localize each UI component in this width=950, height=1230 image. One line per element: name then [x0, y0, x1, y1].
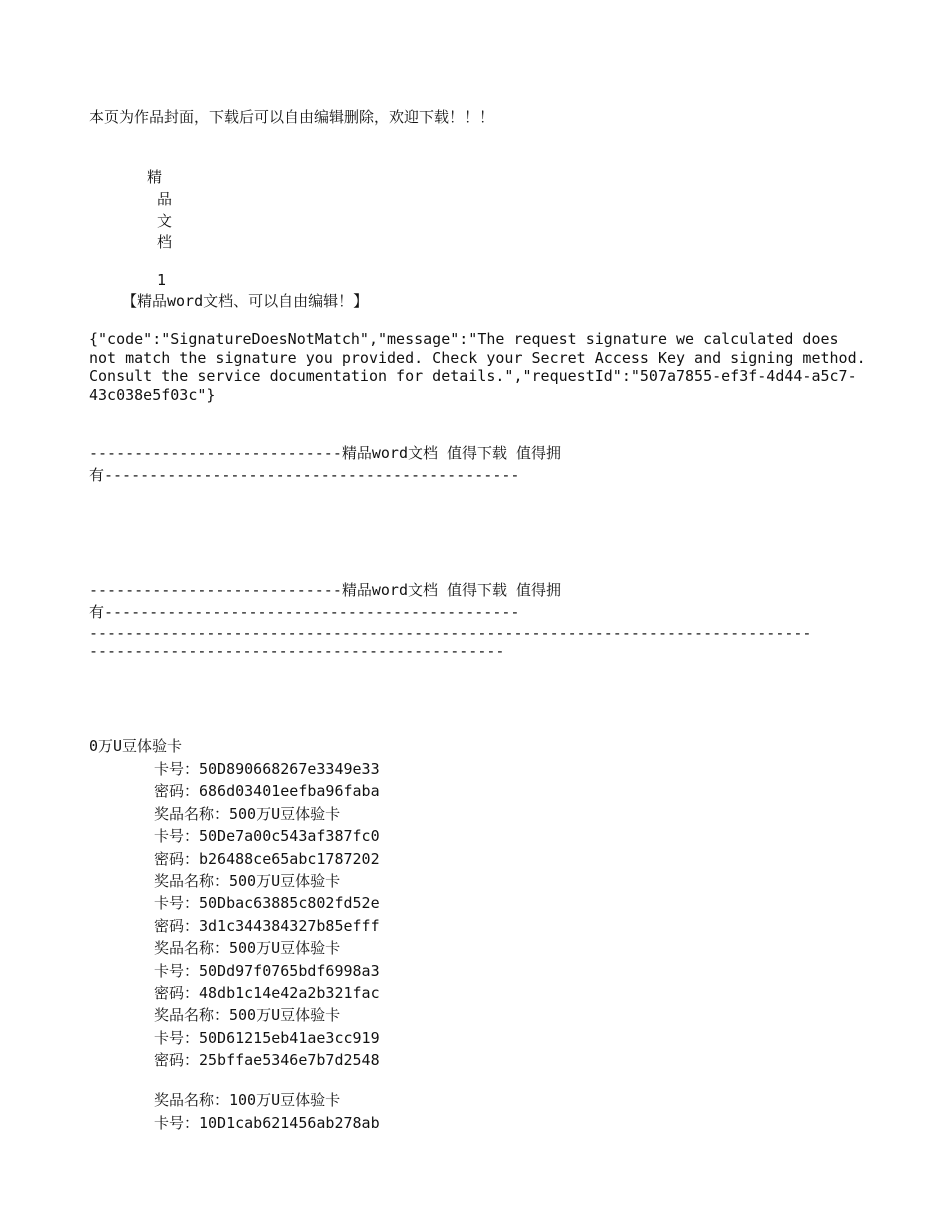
list-item: 奖品名称：100万U豆体验卡 [154, 1091, 341, 1110]
list-heading: 0万U豆体验卡 [89, 737, 183, 755]
page-number: 1 [157, 271, 167, 289]
divider-line: ---------------------------------------------- [89, 642, 505, 660]
title-char: 品 [157, 190, 173, 208]
banner-line: 有---------------------------------------------- [89, 466, 520, 484]
banner-line: ----------------------------精品word文档 值得下载 值得拥 [89, 581, 562, 599]
banner-line: ----------------------------精品word文档 值得下载 值得拥 [89, 444, 562, 462]
list-item: 卡号：50D890668267e3349e33 [154, 760, 380, 778]
list-item: 密码：25bffae5346e7b7d2548 [154, 1051, 380, 1070]
list-item: 密码：3d1c344384327b85efff [154, 916, 380, 935]
list-item: 卡号：50De7a00c543af387fc0 [154, 827, 380, 846]
list-item: 奖品名称：500万U豆体验卡 [154, 939, 341, 958]
list-item: 卡号：50Dd97f0765bdf6998a3 [154, 961, 380, 980]
list-item: 卡号：10D1cab621456ab278ab [154, 1113, 380, 1132]
banner-line: 有---------------------------------------------- [89, 603, 520, 621]
divider-line: -------------------------------------------------------------------------------- [89, 624, 812, 642]
title-char: 精 [147, 168, 163, 186]
title-char: 文 [157, 212, 173, 230]
list-item: 密码：686d03401eefba96faba [154, 782, 380, 801]
list-item: 密码：b26488ce65abc1787202 [154, 849, 380, 868]
list-item: 奖品名称：500万U豆体验卡 [154, 871, 341, 890]
header-note: 本页为作品封面，下载后可以自由编辑删除，欢迎下载！！！ [89, 108, 495, 126]
list-item: 密码：48db1c14e42a2b321fac [154, 983, 380, 1002]
list-item: 奖品名称：500万U豆体验卡 [154, 804, 341, 823]
list-item: 奖品名称：500万U豆体验卡 [154, 1006, 341, 1025]
card-list [154, 760, 380, 1136]
list-item: 卡号：50D61215eb41ae3cc919 [154, 1028, 380, 1047]
list-item: 卡号：50Dbac63885c802fd52e [154, 894, 380, 913]
subtitle: 【精品word文档、可以自由编辑！】 [122, 292, 369, 310]
error-message: {"code":"SignatureDoesNotMatch","message":"The request signature we calculated does not match the signature you provided. Check your Secret Access Key and signing method. Consult the service documentation for details.","requestId":"507a7855-ef3f-4d44-a5c7-43c038e5f03c"} [89, 330, 875, 404]
title-char: 档 [157, 233, 173, 251]
spacer [154, 1073, 380, 1091]
